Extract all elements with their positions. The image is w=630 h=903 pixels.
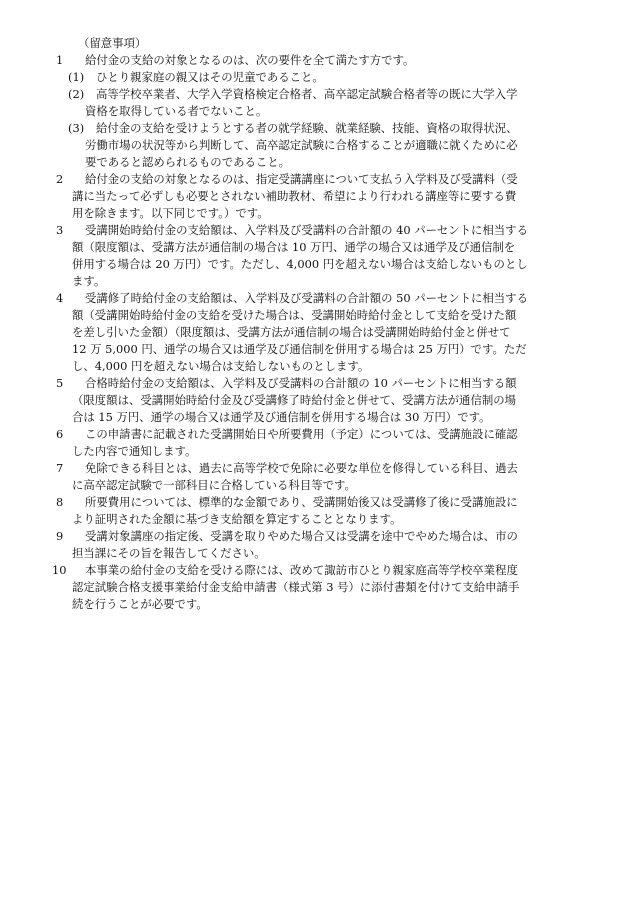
item-line: より証明された金額に基づき支給額を算定することとなります。 — [72, 512, 402, 526]
subitem-line: 給付金の支給を受けようとする者の就学経験、就業経験、技能、資格の取得状況、 — [96, 121, 518, 135]
notes-heading: （留意事項） — [78, 36, 147, 50]
item-line: 所要費用については、標準的な金額であり、受講開始後又は受講修了後に受講施設に — [85, 495, 518, 509]
item-number: 9 — [56, 529, 64, 543]
item-number: 4 — [56, 291, 64, 305]
item-line: 給付金の支給の対象となるのは、指定受講講座について支払う入学料及び受講料（受 — [85, 172, 518, 186]
item-number: 6 — [56, 427, 64, 441]
item-line: 続を行うことが必要です。 — [72, 597, 208, 611]
item-number: 5 — [56, 376, 64, 390]
item-line: に高卒認定試験で一部科目に合格している科目等です。 — [72, 478, 356, 492]
item-line: を差し引いた金額）（限度額は、受講方法が通信制の場合は受講開始時給付金と併せて — [72, 325, 511, 339]
item-line: 本事業の給付金の支給を受ける際には、改めて諏訪市ひとり親家庭高等学校卒業程度 — [85, 563, 518, 577]
item-line: した内容で通知します。 — [72, 444, 197, 458]
item-line: 受講開始時給付金の支給額は、入学料及び受講料の合計額の 40 パーセントに相当する — [85, 223, 528, 237]
item-number: 2 — [56, 172, 64, 186]
item-line: 額（受講開始時給付金の支給を受けた場合は、受講開始時給付金として支給を受けた額 — [72, 308, 517, 322]
item-line: 12 万 5,000 円、通学の場合又は通学及び通信制を併用する場合は 25 万円）です。ただ — [72, 342, 527, 356]
subitem-line: 要であると認められるものであること。 — [85, 155, 291, 169]
item-number: 3 — [56, 223, 64, 237]
item-line: 合格時給付金の支給額は、入学料及び受講料の合計額の 10 パーセントに相当する額 — [85, 376, 517, 390]
subitem-number: (2) — [68, 87, 85, 101]
subitem-line: 労働市場の状況等から判断して、高卒認定試験に合格することが適職に就くために必 — [85, 138, 518, 152]
item-line: （限度額は、受講開始時給付金及び受講修了時給付金と併せて、受講方法が通信制の場 — [72, 393, 517, 407]
item-line: 合は 15 万円、通学の場合又は通学及び通信制を併用する場合は 30 万円）です。 — [72, 410, 491, 424]
item-line: し、4,000 円を超えない場合は支給しないものとします。 — [72, 359, 370, 373]
subitem-line: 資格を取得している者でないこと。 — [85, 104, 268, 118]
item-number: 1 — [56, 53, 64, 67]
subitem-line: ひとり親家庭の親又はその児童であること。 — [96, 70, 324, 84]
item-line: この申請書に記載された受講開始日や所要費用（予定）については、受講施設に確認 — [85, 427, 518, 441]
item-line: 併用する場合は 20 万円）です。ただし、4,000 円を超えない場合は支給しないものとし — [72, 257, 528, 271]
item-line: 受講対象講座の指定後、受講を取りやめた場合又は受講を途中でやめた場合は、市の — [85, 529, 518, 543]
item-line: 受講修了時給付金の支給額は、入学料及び受講料の合計額の 50 パーセントに相当する — [85, 291, 528, 305]
subitem-line: 高等学校卒業者、大学入学資格検定合格者、高卒認定試験合格者等の既に大学入学 — [96, 87, 518, 101]
item-line: 額（限度額は、受講方法が通信制の場合は 10 万円、通学の場合又は通学及び通信制を — [72, 240, 516, 254]
item-number: 10 — [52, 563, 67, 577]
item-line: 講に当たって必ずしも必要とされない補助教材、希望により行われる講座等に要する費 — [72, 189, 517, 203]
item-line: ます。 — [72, 274, 106, 288]
item-number: 8 — [56, 495, 64, 509]
item-line: 担当課にその旨を報告してください。 — [72, 546, 266, 560]
subitem-number: (1) — [68, 70, 85, 84]
item-line: 免除できる科目とは、過去に高等学校で免除に必要な単位を修得している科目、過去 — [85, 461, 518, 475]
item-number: 7 — [56, 461, 64, 475]
subitem-number: (3) — [68, 121, 85, 135]
item-line: 給付金の支給の対象となるのは、次の要件を全て満たす方です。 — [85, 53, 415, 67]
item-line: 用を除きます。以下同じです。）です。 — [72, 206, 269, 220]
item-line: 認定試験合格支援事業給付金支給申請書（様式第 3 号）に添付書類を付けて支給申請手 — [72, 580, 520, 594]
